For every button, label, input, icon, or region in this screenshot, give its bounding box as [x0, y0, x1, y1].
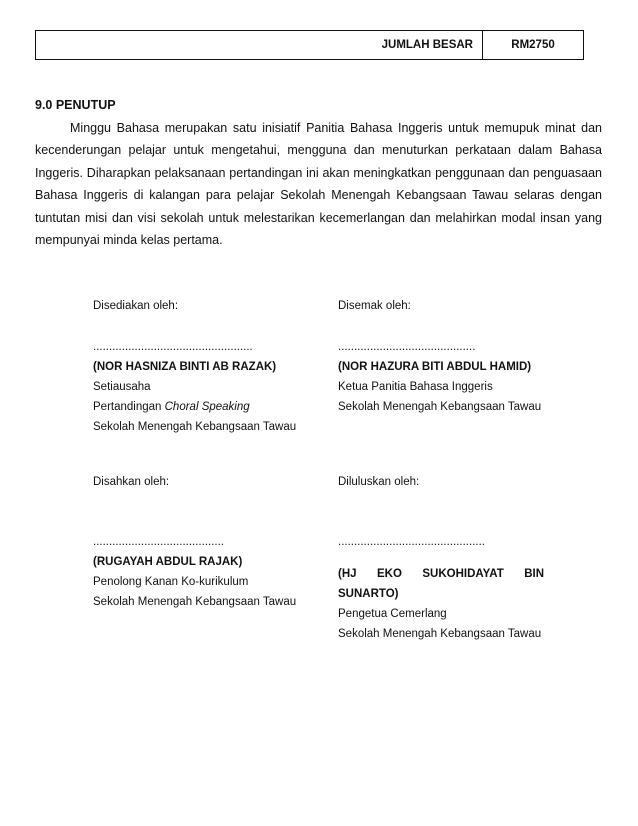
checked-name: (NOR HAZURA BITI ABDUL HAMID) [338, 361, 532, 373]
verified-position: Penolong Kanan Ko-kurikulum [93, 576, 249, 588]
approved-caption: Diluluskan oleh: [338, 476, 420, 488]
signature-block-verified [93, 472, 296, 612]
prepared-signature-line: .................................................. [93, 341, 253, 353]
grand-total-table [35, 30, 584, 60]
section-heading: 9.0 PENUTUP [35, 98, 116, 112]
checked-signature-line: ........................................... [338, 341, 476, 353]
prepared-school: Sekolah Menengah Kebangsaan Tawau [93, 421, 297, 433]
prepared-caption: Disediakan oleh: [93, 300, 179, 312]
approved-signature-line: .............................................. [338, 536, 485, 548]
signature-block-checked [338, 296, 541, 417]
approved-position: Pengetua Cemerlang [338, 608, 447, 620]
signature-block-prepared [93, 296, 296, 437]
approved-school: Sekolah Menengah Kebangsaan Tawau [338, 628, 542, 640]
verified-caption: Disahkan oleh: [93, 476, 170, 488]
verified-signature-line: ......................................... [93, 536, 224, 548]
checked-position: Ketua Panitia Bahasa Inggeris [338, 381, 493, 393]
prepared-event-name: Choral Speaking [164, 401, 250, 413]
signature-block-approved [338, 472, 544, 644]
checked-school: Sekolah Menengah Kebangsaan Tawau [338, 401, 542, 413]
grand-total-row [36, 31, 584, 60]
grand-total-label: JUMLAH BESAR [36, 31, 483, 60]
approved-name: (HJ EKO SUKOHIDAYAT BIN SUNARTO) [338, 568, 544, 600]
verified-school: Sekolah Menengah Kebangsaan Tawau [93, 596, 297, 608]
prepared-name: (NOR HASNIZA BINTI AB RAZAK) [93, 361, 277, 373]
closing-paragraph: Minggu Bahasa merupakan satu inisiatif Panitia Bahasa Inggeris untuk memupuk minat dan kecenderungan pelajar untuk mengetahui, mengguna dan menuturkan perkataan dalam Bahasa Inggeris. Diharapkan pelaksanaan pertandingan ini akan meningkatkan penggunaan dan penguasaan Bahasa Inggeris di kalangan para pelajar Sekolah Menengah Kebangsaan Tawau selaras dengan tuntutan misi dan visi sekolah untuk melestarikan kecemerlangan dan melahirkan modal insan yang mempunyai minda kelas pertama. [35, 121, 602, 248]
checked-caption: Disemak oleh: [338, 300, 411, 312]
verified-name: (RUGAYAH ABDUL RAJAK) [93, 556, 243, 568]
grand-total-value: RM2750 [483, 31, 584, 60]
prepared-event-prefix: Pertandingan [93, 401, 165, 413]
prepared-position: Setiausaha [93, 381, 151, 393]
prepared-event [93, 397, 296, 417]
